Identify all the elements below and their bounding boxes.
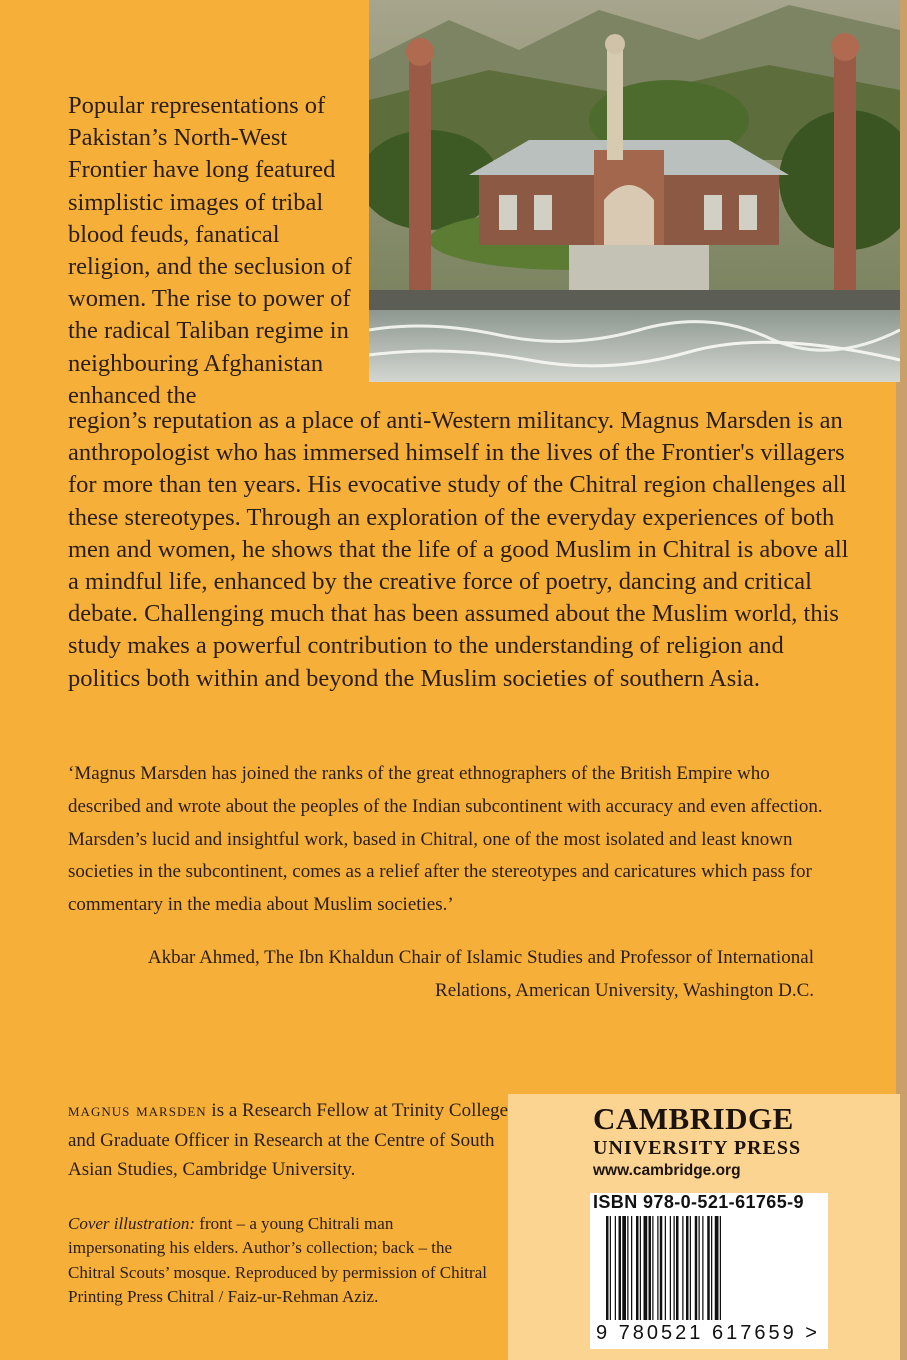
barcode-bar xyxy=(674,1216,675,1320)
barcode-bar xyxy=(690,1216,691,1320)
barcode-bar xyxy=(627,1216,628,1320)
barcode-bar xyxy=(676,1216,679,1320)
barcode-bar xyxy=(649,1216,652,1320)
isbn-label: ISBN 978-0-521-61765-9 xyxy=(593,1192,804,1212)
barcode-bar xyxy=(657,1216,658,1320)
author-bio xyxy=(68,1096,508,1185)
barcode-bar xyxy=(640,1216,641,1320)
cover-credits xyxy=(68,1212,488,1309)
barcode-bar xyxy=(715,1216,719,1320)
barcode-bar xyxy=(644,1216,648,1320)
barcode-bar xyxy=(622,1216,626,1320)
barcode-bar xyxy=(686,1216,689,1320)
barcode-bar xyxy=(615,1216,616,1320)
barcode-bar xyxy=(682,1216,683,1320)
endorsement-quote: ‘Magnus Marsden has joined the ranks of the great ethnographers of the British Empire who described and wrote about the peoples of the Indian subcontinent with accuracy and even affection. Marsden’s lucid and insightful work, based in Chitral, one of the most isolated and least known societies in the subcontinent, comes as a relief after the stereotypes and caricatures which pass for commentary in the media about Muslim societies.’ xyxy=(68,763,823,916)
barcode-bar xyxy=(610,1216,611,1320)
blurb-body: region’s reputation as a place of anti-Western militancy. Magnus Marsden is an anthropologist who has immersed himself in the lives of the Frontier's villagers for more than ten years. His evocative study of the Chitral region challenges all these stereotypes. Through an exploration of the everyday experiences of both men and women, he shows that the life of a good Muslim in Chitral is above all a mindful life, enhanced by the creative force of poetry, dancing and critical debate. Challenging much that has been assumed about the Muslim world, this study makes a powerful contribution to the understanding of religion and politics both within and beyond the Muslim societies of southern Asia. xyxy=(68,407,849,692)
cover-credits-text: front – a young Chitrali man impersonating his elders. Author’s collection; back – the Chitral Scouts’ mosque. Reproduced by permission of Chitral Printing Press Chitral / Faiz-ur-Rehman Aziz. xyxy=(68,1214,487,1306)
barcode-bar xyxy=(636,1216,639,1320)
barcode-bar xyxy=(720,1216,721,1320)
barcode-bar xyxy=(652,1216,653,1320)
barcode-bar xyxy=(665,1216,666,1320)
barcode-bar xyxy=(711,1216,712,1320)
cover-credits-label: Cover illustration: xyxy=(68,1214,196,1233)
barcode-digits: 9 780521 617659 > xyxy=(596,1322,820,1344)
publisher-name: CAMBRIDGE xyxy=(593,1101,794,1136)
barcode-bar xyxy=(631,1216,632,1320)
author-name: magnus marsden xyxy=(68,1100,207,1121)
barcode-bar xyxy=(702,1216,703,1320)
mosque-photo xyxy=(369,0,900,382)
publisher-subtitle: UNIVERSITY PRESS xyxy=(593,1137,802,1159)
blurb-intro: Popular representations of Pakistan’s North-West Frontier have long featured simplistic images of tribal blood feuds, fanatical religion, and the seclusion of women. The rise to power of the radical Taliban regime in neighbouring Afghanistan enhanced the xyxy=(68,92,352,409)
barcode-bar xyxy=(707,1216,710,1320)
publisher-url: www.cambridge.org xyxy=(593,1162,741,1179)
barcode-bar xyxy=(695,1216,698,1320)
endorsement-attribution: Akbar Ahmed, The Ibn Khaldun Chair of Islamic Studies and Professor of International Relations, American University, Washington D.C. xyxy=(147,947,814,1001)
barcode-bar xyxy=(619,1216,622,1320)
barcode-bar xyxy=(660,1216,663,1320)
barcode-bar xyxy=(606,1216,609,1320)
barcode-icon xyxy=(606,1216,816,1324)
author-bio-text: is a Research Fellow at Trinity College and Graduate Officer in Research at the Centre of South Asian Studies, Cambridge University. xyxy=(68,1100,508,1180)
barcode-bar xyxy=(699,1216,700,1320)
barcode-bar xyxy=(670,1216,671,1320)
